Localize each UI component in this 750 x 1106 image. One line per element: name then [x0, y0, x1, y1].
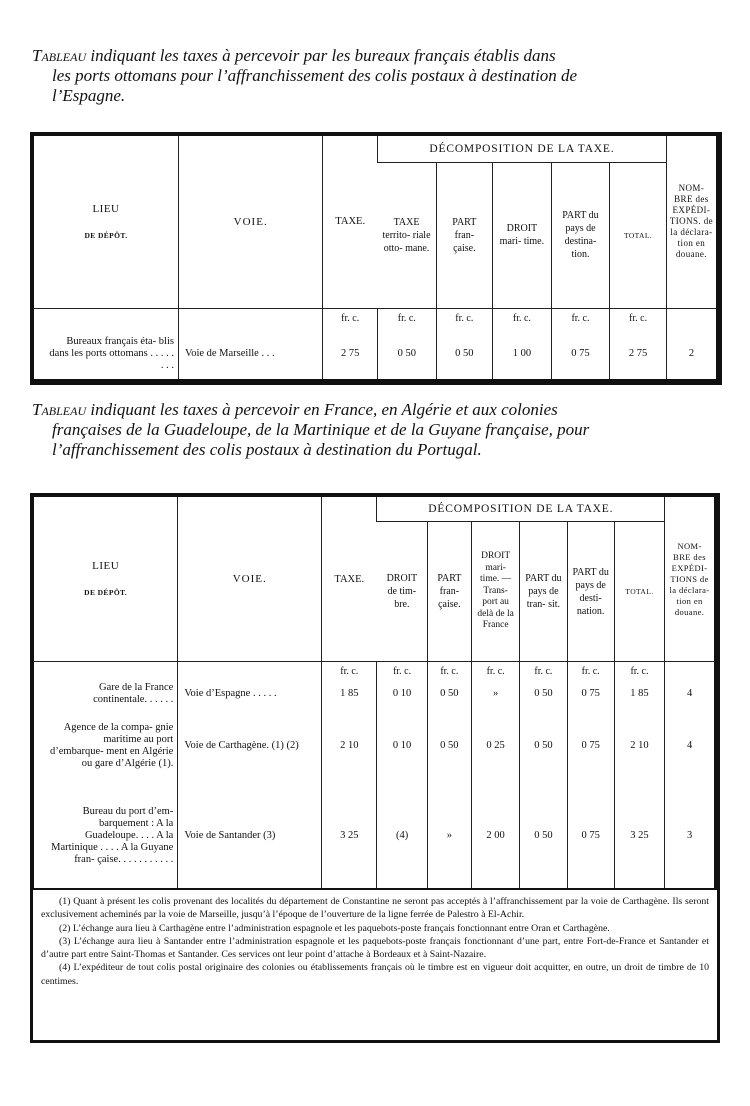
caption-2-lead: Tableau	[32, 400, 87, 419]
row-total: 2 75	[610, 328, 667, 382]
header-total: TOTAL.	[614, 522, 664, 662]
row-taxe: 1 85	[322, 680, 377, 708]
caption-1-line-1: indiquant les taxes à percevoir par les bureaux français établis dans	[86, 46, 556, 65]
row-col2: 0 50	[427, 680, 471, 708]
header-voie: VOIE.	[178, 134, 322, 308]
tax-table-spain	[30, 132, 722, 385]
row-col1: 0 50	[377, 328, 436, 382]
row-col5: 0 75	[567, 680, 614, 708]
caption-1-line-3: l’Espagne.	[52, 86, 126, 105]
row-col1: (4)	[377, 783, 427, 888]
row-nombre: 3	[665, 783, 717, 888]
row-nombre: 4	[665, 680, 717, 708]
row-lieu: Agence de la compa- gnie maritime au port d’embarque- ment en Algérie ou gare d’Algérie (1).	[50, 721, 174, 769]
row-col3: »	[471, 680, 519, 708]
row-lieu: Bureau du port d’em- barquement : A la Guadeloupe. . . . A la Martinique . . . . A la Guyane fran- çaise. . . . . . . . . . .	[51, 805, 174, 865]
row-col4: 0 50	[520, 783, 567, 888]
header-decomposition: DÉCOMPOSITION DE LA TAXE.	[377, 495, 665, 522]
header-lieu	[32, 134, 178, 308]
row-col1: 0 10	[377, 680, 427, 708]
row-total: 1 85	[614, 680, 664, 708]
header-part-francaise: PART fran- çaise.	[436, 163, 493, 309]
row-taxe: 2 75	[323, 328, 378, 382]
header-nombre: NOM- BRE des EXPÉDI- TIONS. de la déclara- tion en douane.	[666, 134, 719, 308]
caption-2-line-3: l’affranchissement des colis postaux à destination du Portugal.	[52, 440, 482, 459]
tax-table-portugal	[30, 493, 720, 888]
header-part-pays-transit: PART du pays de tran- sit.	[520, 522, 567, 662]
row-col3: 2 00	[471, 783, 519, 888]
row-col4: 0 50	[520, 708, 567, 783]
header-taxe: TAXE.	[322, 495, 377, 662]
row-total: 2 10	[614, 708, 664, 783]
header-lieu-label: LIEU	[92, 202, 120, 215]
caption-2-line-1: indiquant les taxes à percevoir en France, en Algérie et aux colonies	[86, 400, 558, 419]
row-col4: 0 50	[520, 680, 567, 708]
row-voie: Voie d’Espagne . . . . .	[178, 680, 322, 708]
row-voie: Voie de Carthagène. (1) (2)	[178, 708, 322, 783]
caption-table-2	[32, 400, 722, 460]
unit-col4: fr. c.	[551, 308, 610, 328]
header-taxe-territoriale: TAXE territo- riale otto- mane.	[377, 163, 436, 309]
header-voie: VOIE.	[178, 495, 322, 662]
row-voie: Voie de Marseille . . .	[178, 328, 322, 382]
header-taxe: TAXE.	[323, 134, 378, 308]
table-row	[32, 783, 717, 888]
caption-1-line-2: les ports ottomans pour l’affranchissement des colis postaux à destination de	[52, 66, 578, 85]
header-part-francaise: PART fran- çaise.	[427, 522, 471, 662]
unit-col4: fr. c.	[520, 662, 567, 681]
caption-1-lead: Tableau	[32, 46, 87, 65]
unit-col3: fr. c.	[493, 308, 552, 328]
header-part-pays-destination: PART du pays de desti- nation.	[567, 522, 614, 662]
header-droit-maritime: DROIT mari- time. — Trans- port au delà de la France	[471, 522, 519, 662]
caption-2-line-2: françaises de la Guadeloupe, de la Martinique et de la Guyane française, pour	[52, 420, 590, 439]
row-nombre: 4	[665, 708, 717, 783]
row-col4: 0 75	[551, 328, 610, 382]
row-lieu: Gare de la France continentale. . . . . .	[93, 682, 174, 705]
units-row	[32, 662, 717, 681]
footnote-2: (2) L’échange aura lieu à Carthagène entre l’administration espagnole et les paquebots-poste français fonctionnant entre Oran et Carthagène.	[59, 922, 610, 934]
row-col5: 0 75	[567, 708, 614, 783]
row-col3: 0 25	[471, 708, 519, 783]
row-col2: »	[427, 783, 471, 888]
row-nombre: 2	[666, 328, 719, 382]
footnote-4: (4) L’expéditeur de tout colis postal originaire des colonies ou établissements français où le timbre est en vigueur doit acquitter, en outre, un droit de timbre de 10 centimes.	[41, 962, 709, 987]
table-row	[32, 328, 719, 382]
row-total: 3 25	[614, 783, 664, 888]
unit-col2: fr. c.	[436, 308, 493, 328]
unit-total: fr. c.	[614, 662, 664, 681]
header-lieu-label: LIEU	[92, 560, 120, 572]
row-voie: Voie de Santander (3)	[178, 783, 322, 888]
header-droit-timbre: DROIT de tim- bre.	[377, 522, 427, 662]
row-col2: 0 50	[427, 708, 471, 783]
header-depot-label: DE DÉPÔT.	[84, 588, 128, 597]
footnotes	[30, 888, 720, 1043]
unit-col3: fr. c.	[471, 662, 519, 681]
header-nombre: NOM- BRE des EXPÉDI- TIONS de la déclara- tion en douane.	[665, 495, 717, 662]
header-depot-label: DE DÉPÔT.	[84, 230, 128, 240]
caption-table-1	[32, 46, 722, 106]
table-row	[32, 680, 717, 708]
row-col2: 0 50	[436, 328, 493, 382]
row-taxe: 2 10	[322, 708, 377, 783]
header-lieu	[32, 495, 178, 662]
header-part-pays-destination: PART du pays de destina- tion.	[551, 163, 610, 309]
unit-total: fr. c.	[610, 308, 667, 328]
row-taxe: 3 25	[322, 783, 377, 888]
row-col3: 1 00	[493, 328, 552, 382]
footnote-3: (3) L’échange aura lieu à Santander entre l’administration espagnole et les paquebots-poste français fonctionnant d’une part, entre Fort-de-France et Santander et d’autre part entre Saint-Thomas et Santander. Ces services ont leur point d’attache à Bordeaux et à Saint-Nazaire.	[41, 935, 709, 961]
header-droit-maritime: DROIT mari- time.	[493, 163, 552, 309]
units-row	[32, 308, 719, 328]
unit-col5: fr. c.	[567, 662, 614, 681]
row-col5: 0 75	[567, 783, 614, 888]
unit-taxe: fr. c.	[323, 308, 378, 328]
row-lieu: Bureaux français éta- blis dans les ports ottomans . . . . . . . .	[49, 335, 174, 371]
row-col1: 0 10	[377, 708, 427, 783]
unit-col2: fr. c.	[427, 662, 471, 681]
table-row	[32, 708, 717, 783]
unit-col1: fr. c.	[377, 662, 427, 681]
footnote-1: (1) Quant à présent les colis provenant des localités du département de Constantine ne seront pas acceptés à l’affranchissement par la voie de Carthagène. Ils seront exclusivement acheminés par la voie de Marseille, jusqu’à l’époque de l’ouverture de la ligne ferrée de Palestro à El-Achir.	[41, 896, 709, 921]
header-total: TOTAL.	[610, 163, 667, 309]
unit-taxe: fr. c.	[322, 662, 377, 681]
unit-col1: fr. c.	[377, 308, 436, 328]
header-decomposition: DÉCOMPOSITION DE LA TAXE.	[377, 134, 666, 163]
